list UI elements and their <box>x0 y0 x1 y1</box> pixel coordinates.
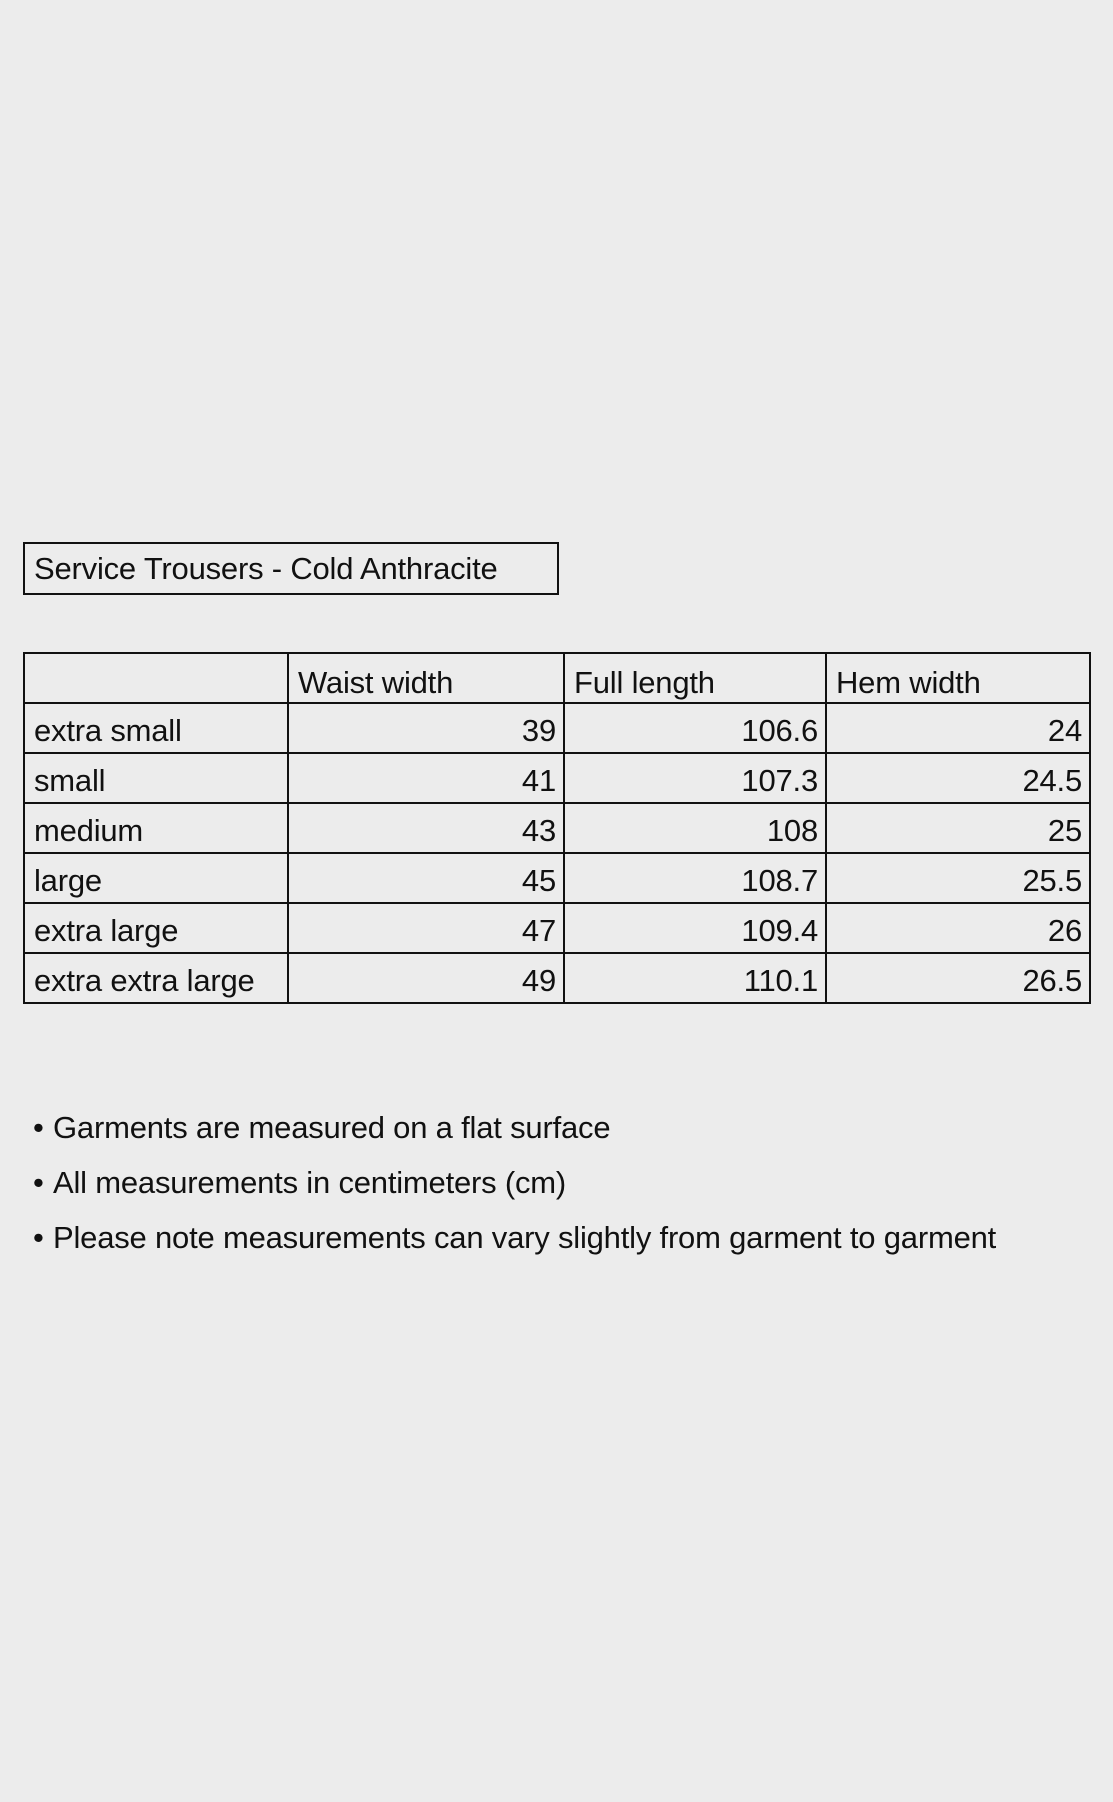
size-label: large <box>24 853 288 903</box>
table-row <box>24 803 1090 853</box>
note-item <box>33 1155 996 1210</box>
length-value: 110.1 <box>564 953 826 1003</box>
product-title: Service Trousers - Cold Anthracite <box>23 542 559 595</box>
note-text: Please note measurements can vary slightly from garment to garment <box>53 1220 997 1255</box>
hem-value: 26.5 <box>826 953 1090 1003</box>
waist-value: 45 <box>288 853 564 903</box>
hem-value: 24 <box>826 703 1090 753</box>
size-chart-table <box>23 652 1091 1004</box>
header-waist-width: Waist width <box>288 653 564 703</box>
length-value: 109.4 <box>564 903 826 953</box>
size-label: small <box>24 753 288 803</box>
size-label: extra large <box>24 903 288 953</box>
bullet-icon: • <box>33 1165 44 1200</box>
note-item <box>33 1210 996 1265</box>
table-row <box>24 853 1090 903</box>
header-size <box>24 653 288 703</box>
hem-value: 24.5 <box>826 753 1090 803</box>
length-value: 108 <box>564 803 826 853</box>
size-label: extra small <box>24 703 288 753</box>
table-row <box>24 903 1090 953</box>
length-value: 106.6 <box>564 703 826 753</box>
length-value: 107.3 <box>564 753 826 803</box>
hem-value: 26 <box>826 903 1090 953</box>
table-header-row <box>24 653 1090 703</box>
note-text: All measurements in centimeters (cm) <box>53 1165 567 1200</box>
waist-value: 49 <box>288 953 564 1003</box>
note-text: Garments are measured on a flat surface <box>53 1110 611 1145</box>
waist-value: 43 <box>288 803 564 853</box>
waist-value: 47 <box>288 903 564 953</box>
table-row <box>24 953 1090 1003</box>
bullet-icon: • <box>33 1110 44 1145</box>
bullet-icon: • <box>33 1220 44 1255</box>
note-item <box>33 1100 996 1155</box>
length-value: 108.7 <box>564 853 826 903</box>
header-full-length: Full length <box>564 653 826 703</box>
size-label: medium <box>24 803 288 853</box>
waist-value: 41 <box>288 753 564 803</box>
hem-value: 25 <box>826 803 1090 853</box>
table-row <box>24 703 1090 753</box>
size-label: extra extra large <box>24 953 288 1003</box>
header-hem-width: Hem width <box>826 653 1090 703</box>
hem-value: 25.5 <box>826 853 1090 903</box>
measurement-notes <box>33 1100 996 1265</box>
waist-value: 39 <box>288 703 564 753</box>
table-row <box>24 753 1090 803</box>
